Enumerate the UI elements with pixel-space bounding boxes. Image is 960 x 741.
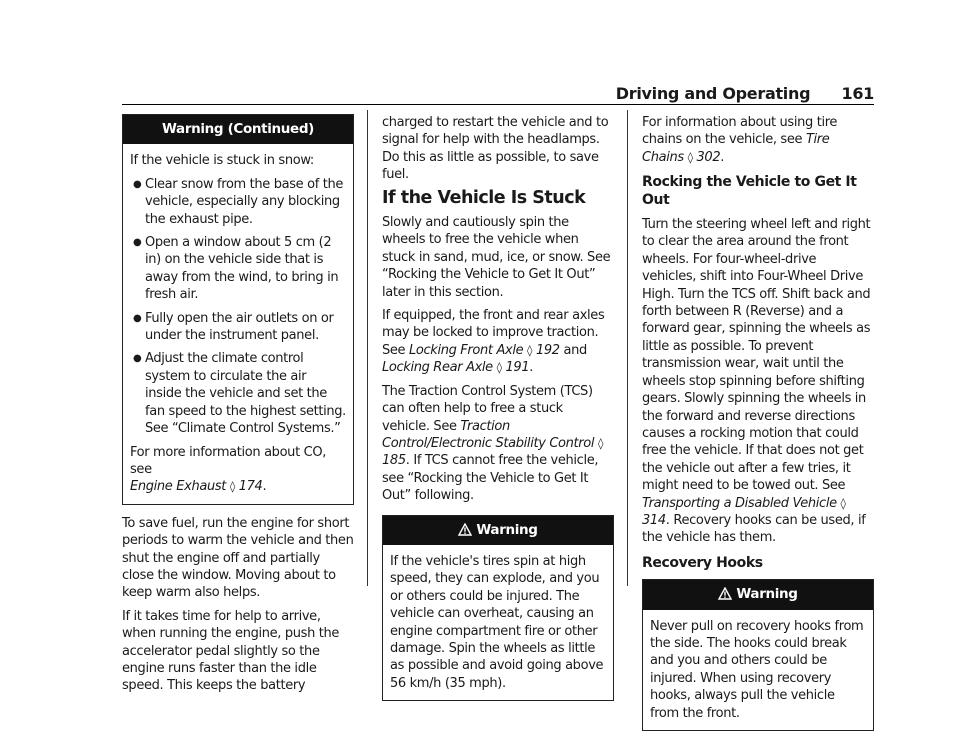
section-heading: If the Vehicle Is Stuck <box>382 187 586 208</box>
page-ref-icon: ◊ <box>597 436 604 450</box>
transporting-disabled-vehicle-link[interactable]: Transporting a Disabled Vehicle <box>642 495 837 511</box>
engine-exhaust-link[interactable]: Engine Exhaust <box>130 479 227 495</box>
locking-rear-axle-link[interactable]: Locking Rear Axle <box>382 360 493 376</box>
page-ref-icon: ◊ <box>687 150 693 164</box>
page-ref-icon: ◊ <box>496 361 502 375</box>
rocking-paragraph: Turn the steering wheel left and right to clear the area around the front wheels. For four-wheel-drive vehicles, shift into Four-Wheel Drive High. Turn the TCS off. Shift back and forth between R (Reverse) and a forward gear, spinning the wheels as little as possible. To prevent transmission wear, wait until the wheels stop spinning before shifting gears. Slowly spinning the wheels in the forward and reverse directions causes a rocking motion that could free the vehicle. If that does not get the vehicle out after a few tries, it might need to be towed out. See Transporting a Disabled Vehicle ◊ 314. Recovery hooks can be used, if the vehicle has them. <box>642 217 871 546</box>
page-header <box>616 84 874 103</box>
header-rule <box>122 104 874 105</box>
warning-header <box>383 516 613 545</box>
page-ref-icon: ◊ <box>527 343 533 357</box>
traction-control-link[interactable]: Traction Control/Electronic Stability Control <box>382 418 595 451</box>
warning-box <box>642 579 874 731</box>
warning-body: If the vehicle's tires spin at high speed, they can explode, and you or others could be injured. The vehicle can overheat, causing an engine compartment fire or other damage. Spin the wheels as little as possible and avoid going above 56 km/h (35 mph). <box>390 553 604 691</box>
locking-front-axle-link[interactable]: Locking Front Axle <box>409 342 524 358</box>
page-ref-icon: ◊ <box>229 480 235 494</box>
page-ref[interactable]: 192 <box>535 342 560 358</box>
page-number: 161 <box>841 84 874 103</box>
column-2 <box>382 114 614 711</box>
list-item: ● Open a window about 5 cm (2 in) on the vehicle side that is away from the wind, to bring in fresh air. <box>130 234 346 304</box>
warning-triangle-icon <box>718 587 732 600</box>
column-3 <box>642 114 874 741</box>
tire-chains-reference: For information about using tire chains on the vehicle, see Tire Chains ◊ 302. <box>642 115 838 165</box>
tire-chains-link[interactable]: Tire Chains <box>642 132 830 165</box>
bullet-list <box>130 176 346 438</box>
page-ref[interactable]: 185 <box>382 453 406 469</box>
paragraph: To save fuel, run the engine for short periods to warm the vehicle and then shut the engine off and partially close the window. Moving about to keep warm also helps. <box>122 515 354 601</box>
subsection-heading: Rocking the Vehicle to Get It Out <box>642 174 857 208</box>
warning-box-continued <box>122 114 354 505</box>
warning-body: Never pull on recovery hooks from the side. The hooks could break and you and others could be injured. When using recovery hooks, always pull the vehicle from the front. <box>650 618 864 721</box>
warning-title: Warning (Continued) <box>123 115 353 144</box>
tcs-reference: The Traction Control System (TCS) can often help to free a stuck vehicle. See Traction Control/Electronic Stability Control ◊ 185. If TCS cannot free the vehicle, see “Rocking the Vehicle to Get It Out” following. <box>382 383 604 504</box>
column-1 <box>122 114 354 701</box>
page-ref[interactable]: 191 <box>505 360 530 376</box>
list-item: ● Adjust the climate control system to circulate the air inside the vehicle and set the fan speed to the highest setting. See “Climate Control Systems.” <box>130 350 346 437</box>
list-item: ● Clear snow from the base of the vehicle, especially any blocking the exhaust pipe. <box>130 176 346 228</box>
paragraph: If it takes time for help to arrive, when running the engine, push the accelerator pedal slightly so the engine runs faster than the idle speed. This keeps the battery <box>122 608 340 694</box>
page-ref[interactable]: 314 <box>642 512 666 528</box>
section-title: Driving and Operating <box>615 84 811 103</box>
warning-title: Warning <box>476 521 538 538</box>
warning-title: Warning <box>736 586 798 603</box>
bullet-icon: ● <box>133 237 142 249</box>
paragraph: Slowly and cautiously spin the wheels to free the vehicle when stuck in sand, mud, ice, or snow. See “Rocking the Vehicle to Get It Out” later in this section. <box>382 215 611 300</box>
column-divider <box>367 110 368 586</box>
warning-box <box>382 515 614 702</box>
warning-body <box>123 144 353 503</box>
warning-header <box>643 580 873 609</box>
warning-intro: If the vehicle is stuck in snow: <box>130 153 314 169</box>
column-divider <box>627 110 628 586</box>
page-ref[interactable]: 174 <box>238 479 263 495</box>
co-reference: For more information about CO, see Engine Exhaust ◊ 174. <box>130 444 326 495</box>
page-ref[interactable]: 302 <box>696 149 721 165</box>
warning-triangle-icon <box>458 523 472 536</box>
page-ref-icon: ◊ <box>840 496 846 510</box>
subsection-heading: Recovery Hooks <box>642 554 763 571</box>
bullet-icon: ● <box>133 178 142 190</box>
list-item: ● Fully open the air outlets on or under the instrument panel. <box>130 310 346 345</box>
axle-reference: If equipped, the front and rear axles may be locked to improve traction. See Locking Front Axle ◊ 192 and Locking Rear Axle ◊ 191. <box>382 308 605 376</box>
paragraph: charged to restart the vehicle and to signal for help with the headlamps. Do this as little as possible, to save fuel. <box>382 115 609 183</box>
bullet-icon: ● <box>133 353 142 365</box>
bullet-icon: ● <box>133 312 142 324</box>
